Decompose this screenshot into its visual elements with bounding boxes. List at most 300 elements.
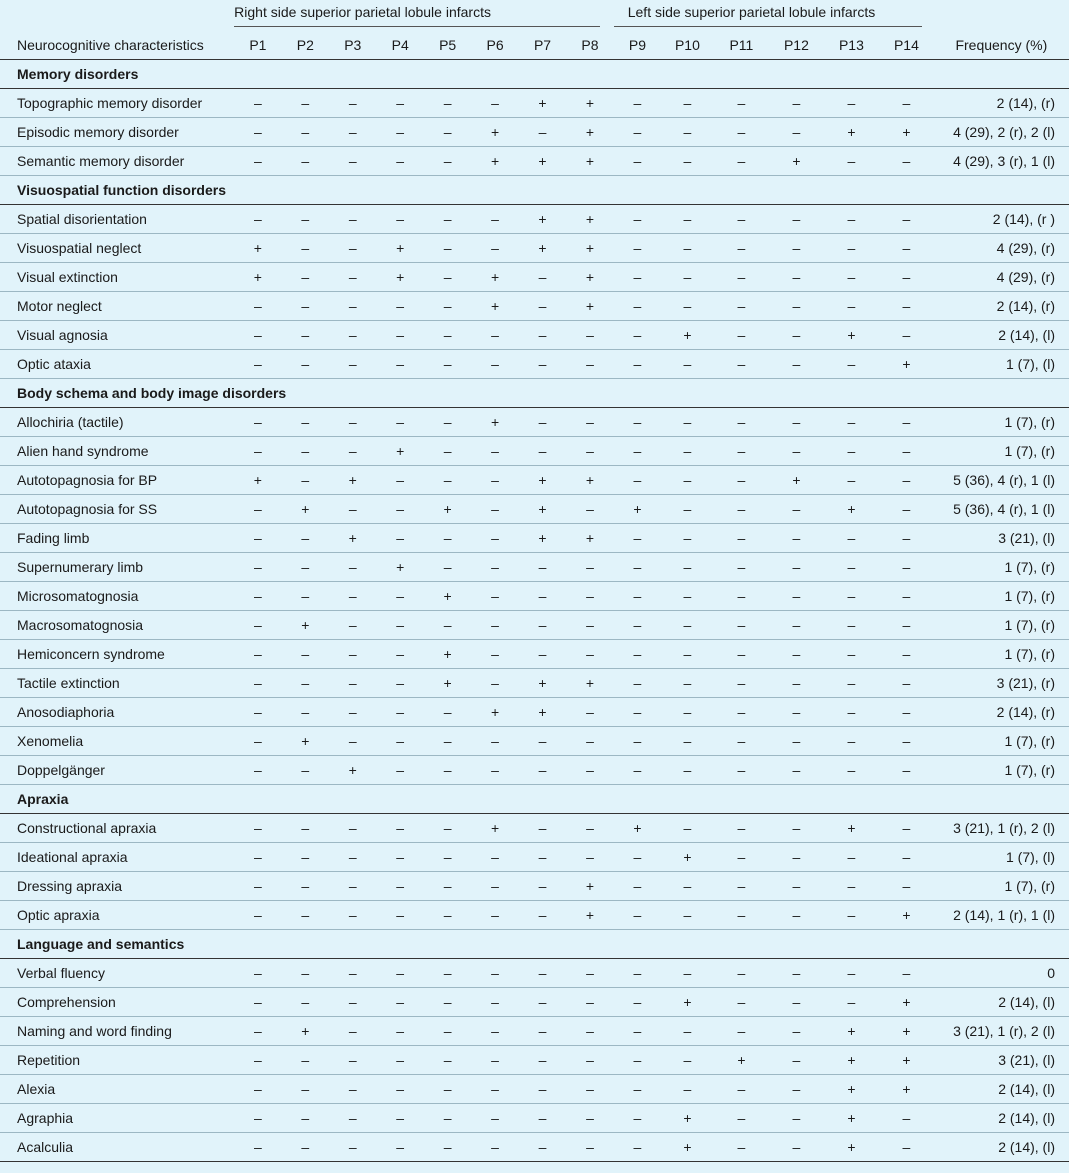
- table-row: [0, 118, 1069, 147]
- mark-cell-p11: –: [714, 118, 770, 147]
- column-header-p6: P6: [471, 30, 518, 60]
- mark-cell-p1: –: [234, 669, 281, 698]
- mark-cell-p13: –: [824, 524, 880, 553]
- mark-cell-p3: –: [329, 234, 376, 263]
- mark-cell-p4: –: [376, 466, 423, 495]
- mark-cell-p4: –: [376, 408, 423, 437]
- mark-cell-p2: +: [282, 611, 329, 640]
- mark-cell-p6: –: [471, 640, 518, 669]
- mark-cell-p1: –: [234, 727, 281, 756]
- mark-cell-p7: –: [519, 408, 566, 437]
- mark-cell-p11: –: [714, 1104, 770, 1133]
- mark-cell-p2: –: [282, 553, 329, 582]
- mark-cell-p4: –: [376, 669, 423, 698]
- mark-cell-p9: –: [614, 901, 661, 930]
- mark-cell-p11: –: [714, 959, 770, 988]
- mark-cell-p3: –: [329, 640, 376, 669]
- row-label: Dressing apraxia: [0, 872, 234, 901]
- mark-cell-p4: –: [376, 350, 423, 379]
- mark-cell-p2: –: [282, 408, 329, 437]
- section-title: Visuospatial function disorders: [0, 176, 1069, 205]
- mark-cell-p14: +: [879, 901, 934, 930]
- mark-cell-p10: +: [661, 1104, 713, 1133]
- mark-cell-p14: –: [879, 1133, 934, 1162]
- frequency-cell: 2 (14), (r ): [934, 205, 1069, 234]
- column-header-p14: P14: [879, 30, 934, 60]
- mark-cell-p10: –: [661, 698, 713, 727]
- mark-cell-p11: –: [714, 408, 770, 437]
- frequency-cell: 1 (7), (r): [934, 756, 1069, 785]
- mark-cell-p14: –: [879, 524, 934, 553]
- mark-cell-p6: –: [471, 959, 518, 988]
- mark-cell-p13: –: [824, 437, 880, 466]
- mark-cell-p14: –: [879, 408, 934, 437]
- row-label: Topographic memory disorder: [0, 89, 234, 118]
- mark-cell-p4: –: [376, 321, 423, 350]
- mark-cell-p1: –: [234, 1075, 281, 1104]
- table-row: [0, 959, 1069, 988]
- mark-cell-p13: –: [824, 843, 880, 872]
- mark-cell-p14: –: [879, 756, 934, 785]
- mark-cell-p6: –: [471, 524, 518, 553]
- mark-cell-p8: –: [566, 1104, 614, 1133]
- mark-cell-p3: –: [329, 901, 376, 930]
- table-row: [0, 263, 1069, 292]
- mark-cell-p3: –: [329, 727, 376, 756]
- mark-cell-p9: –: [614, 205, 661, 234]
- mark-cell-p12: –: [769, 205, 824, 234]
- table-row: [0, 234, 1069, 263]
- table-row: [0, 901, 1069, 930]
- mark-cell-p14: –: [879, 872, 934, 901]
- mark-cell-p2: –: [282, 988, 329, 1017]
- mark-cell-p3: –: [329, 147, 376, 176]
- table-row: [0, 843, 1069, 872]
- table-row: [0, 466, 1069, 495]
- mark-cell-p3: –: [329, 1104, 376, 1133]
- mark-cell-p9: –: [614, 611, 661, 640]
- mark-cell-p13: +: [824, 1075, 880, 1104]
- mark-cell-p8: –: [566, 698, 614, 727]
- mark-cell-p8: –: [566, 959, 614, 988]
- mark-cell-p1: –: [234, 901, 281, 930]
- mark-cell-p2: –: [282, 1133, 329, 1162]
- column-header-p13: P13: [824, 30, 880, 60]
- table-row: [0, 640, 1069, 669]
- left-group-label: Left side superior parietal lobule infarcts: [614, 4, 922, 27]
- mark-cell-p7: –: [519, 263, 566, 292]
- mark-cell-p4: –: [376, 872, 423, 901]
- row-label: Verbal fluency: [0, 959, 234, 988]
- frequency-cell: 2 (14), (l): [934, 321, 1069, 350]
- mark-cell-p14: –: [879, 959, 934, 988]
- mark-cell-p9: –: [614, 466, 661, 495]
- mark-cell-p2: –: [282, 118, 329, 147]
- mark-cell-p4: +: [376, 553, 423, 582]
- mark-cell-p13: –: [824, 408, 880, 437]
- mark-cell-p13: –: [824, 553, 880, 582]
- mark-cell-p5: –: [424, 466, 471, 495]
- mark-cell-p6: +: [471, 814, 518, 843]
- mark-cell-p11: –: [714, 1133, 770, 1162]
- mark-cell-p8: +: [566, 524, 614, 553]
- mark-cell-p11: –: [714, 147, 770, 176]
- mark-cell-p1: –: [234, 1046, 281, 1075]
- mark-cell-p14: –: [879, 89, 934, 118]
- mark-cell-p3: +: [329, 756, 376, 785]
- mark-cell-p7: –: [519, 901, 566, 930]
- mark-cell-p10: –: [661, 669, 713, 698]
- mark-cell-p8: –: [566, 1133, 614, 1162]
- mark-cell-p9: –: [614, 1133, 661, 1162]
- mark-cell-p7: –: [519, 1017, 566, 1046]
- mark-cell-p14: –: [879, 321, 934, 350]
- mark-cell-p9: –: [614, 524, 661, 553]
- mark-cell-p2: –: [282, 234, 329, 263]
- mark-cell-p2: –: [282, 959, 329, 988]
- mark-cell-p3: –: [329, 669, 376, 698]
- mark-cell-p8: +: [566, 118, 614, 147]
- table-row: [0, 756, 1069, 785]
- mark-cell-p4: –: [376, 1075, 423, 1104]
- mark-cell-p3: –: [329, 292, 376, 321]
- mark-cell-p13: –: [824, 669, 880, 698]
- frequency-cell: 1 (7), (r): [934, 872, 1069, 901]
- section-header: [0, 785, 1069, 814]
- mark-cell-p1: +: [234, 234, 281, 263]
- table-header: [0, 0, 1069, 60]
- mark-cell-p10: –: [661, 1075, 713, 1104]
- mark-cell-p2: –: [282, 524, 329, 553]
- mark-cell-p2: –: [282, 350, 329, 379]
- frequency-cell: 2 (14), (l): [934, 1133, 1069, 1162]
- mark-cell-p4: +: [376, 234, 423, 263]
- mark-cell-p14: –: [879, 292, 934, 321]
- mark-cell-p14: –: [879, 843, 934, 872]
- mark-cell-p7: +: [519, 669, 566, 698]
- mark-cell-p12: –: [769, 1046, 824, 1075]
- table-row: [0, 350, 1069, 379]
- mark-cell-p1: –: [234, 756, 281, 785]
- mark-cell-p9: –: [614, 669, 661, 698]
- frequency-cell: 2 (14), (r): [934, 89, 1069, 118]
- mark-cell-p6: –: [471, 205, 518, 234]
- mark-cell-p6: +: [471, 118, 518, 147]
- mark-cell-p7: –: [519, 582, 566, 611]
- mark-cell-p6: –: [471, 321, 518, 350]
- table-row: [0, 988, 1069, 1017]
- mark-cell-p7: +: [519, 698, 566, 727]
- mark-cell-p9: –: [614, 1046, 661, 1075]
- mark-cell-p4: –: [376, 727, 423, 756]
- mark-cell-p3: –: [329, 321, 376, 350]
- mark-cell-p1: –: [234, 872, 281, 901]
- mark-cell-p12: –: [769, 872, 824, 901]
- row-label: Spatial disorientation: [0, 205, 234, 234]
- mark-cell-p12: –: [769, 669, 824, 698]
- mark-cell-p12: –: [769, 727, 824, 756]
- frequency-cell: 3 (21), 1 (r), 2 (l): [934, 814, 1069, 843]
- mark-cell-p13: –: [824, 901, 880, 930]
- mark-cell-p5: –: [424, 321, 471, 350]
- mark-cell-p4: –: [376, 640, 423, 669]
- section-title: Body schema and body image disorders: [0, 379, 1069, 408]
- mark-cell-p9: –: [614, 988, 661, 1017]
- mark-cell-p3: –: [329, 205, 376, 234]
- mark-cell-p7: –: [519, 118, 566, 147]
- mark-cell-p8: –: [566, 988, 614, 1017]
- mark-cell-p10: +: [661, 843, 713, 872]
- mark-cell-p6: –: [471, 495, 518, 524]
- mark-cell-p6: +: [471, 408, 518, 437]
- table-body: [0, 60, 1069, 1162]
- mark-cell-p2: –: [282, 147, 329, 176]
- mark-cell-p14: –: [879, 205, 934, 234]
- mark-cell-p5: +: [424, 495, 471, 524]
- table-row: [0, 1104, 1069, 1133]
- column-header-name: Neurocognitive characteristics: [0, 30, 234, 60]
- mark-cell-p3: –: [329, 1075, 376, 1104]
- mark-cell-p7: +: [519, 524, 566, 553]
- mark-cell-p5: –: [424, 756, 471, 785]
- mark-cell-p7: –: [519, 350, 566, 379]
- mark-cell-p5: –: [424, 205, 471, 234]
- table-row: [0, 1017, 1069, 1046]
- row-label: Visuospatial neglect: [0, 234, 234, 263]
- mark-cell-p7: –: [519, 959, 566, 988]
- mark-cell-p3: –: [329, 814, 376, 843]
- mark-cell-p12: –: [769, 843, 824, 872]
- mark-cell-p7: –: [519, 843, 566, 872]
- mark-cell-p8: +: [566, 147, 614, 176]
- mark-cell-p8: –: [566, 1046, 614, 1075]
- section-title: Apraxia: [0, 785, 1069, 814]
- mark-cell-p10: –: [661, 611, 713, 640]
- mark-cell-p8: –: [566, 437, 614, 466]
- mark-cell-p14: –: [879, 698, 934, 727]
- column-header-p7: P7: [519, 30, 566, 60]
- mark-cell-p7: –: [519, 988, 566, 1017]
- mark-cell-p10: –: [661, 292, 713, 321]
- mark-cell-p14: +: [879, 1075, 934, 1104]
- frequency-cell: 5 (36), 4 (r), 1 (l): [934, 495, 1069, 524]
- mark-cell-p5: –: [424, 147, 471, 176]
- row-label: Episodic memory disorder: [0, 118, 234, 147]
- mark-cell-p10: –: [661, 1046, 713, 1075]
- mark-cell-p2: –: [282, 756, 329, 785]
- mark-cell-p6: –: [471, 872, 518, 901]
- mark-cell-p9: –: [614, 756, 661, 785]
- column-header-p12: P12: [769, 30, 824, 60]
- mark-cell-p14: –: [879, 727, 934, 756]
- mark-cell-p5: +: [424, 640, 471, 669]
- mark-cell-p11: –: [714, 350, 770, 379]
- mark-cell-p11: –: [714, 843, 770, 872]
- mark-cell-p2: –: [282, 321, 329, 350]
- mark-cell-p9: –: [614, 872, 661, 901]
- mark-cell-p5: –: [424, 611, 471, 640]
- mark-cell-p4: –: [376, 147, 423, 176]
- mark-cell-p12: –: [769, 988, 824, 1017]
- mark-cell-p14: –: [879, 234, 934, 263]
- mark-cell-p9: –: [614, 843, 661, 872]
- mark-cell-p10: –: [661, 437, 713, 466]
- mark-cell-p12: –: [769, 437, 824, 466]
- mark-cell-p6: –: [471, 437, 518, 466]
- mark-cell-p11: –: [714, 901, 770, 930]
- frequency-cell: 1 (7), (l): [934, 843, 1069, 872]
- mark-cell-p6: –: [471, 1017, 518, 1046]
- mark-cell-p11: –: [714, 466, 770, 495]
- section-header: [0, 930, 1069, 959]
- mark-cell-p12: –: [769, 292, 824, 321]
- mark-cell-p13: +: [824, 321, 880, 350]
- frequency-cell: 4 (29), 2 (r), 2 (l): [934, 118, 1069, 147]
- mark-cell-p7: –: [519, 1075, 566, 1104]
- mark-cell-p7: +: [519, 234, 566, 263]
- mark-cell-p5: –: [424, 988, 471, 1017]
- mark-cell-p6: –: [471, 727, 518, 756]
- mark-cell-p10: –: [661, 495, 713, 524]
- mark-cell-p5: –: [424, 437, 471, 466]
- mark-cell-p10: –: [661, 901, 713, 930]
- row-label: Motor neglect: [0, 292, 234, 321]
- mark-cell-p12: –: [769, 263, 824, 292]
- mark-cell-p12: –: [769, 698, 824, 727]
- mark-cell-p8: –: [566, 1017, 614, 1046]
- frequency-cell: 5 (36), 4 (r), 1 (l): [934, 466, 1069, 495]
- mark-cell-p13: +: [824, 1104, 880, 1133]
- mark-cell-p1: –: [234, 959, 281, 988]
- mark-cell-p12: –: [769, 582, 824, 611]
- mark-cell-p6: –: [471, 582, 518, 611]
- mark-cell-p6: +: [471, 292, 518, 321]
- frequency-cell: 4 (29), (r): [934, 234, 1069, 263]
- mark-cell-p6: –: [471, 89, 518, 118]
- table-row: [0, 1133, 1069, 1162]
- mark-cell-p14: –: [879, 582, 934, 611]
- mark-cell-p9: –: [614, 1017, 661, 1046]
- mark-cell-p7: +: [519, 466, 566, 495]
- mark-cell-p13: +: [824, 1017, 880, 1046]
- column-header-p1: P1: [234, 30, 281, 60]
- column-header-p4: P4: [376, 30, 423, 60]
- mark-cell-p4: –: [376, 988, 423, 1017]
- mark-cell-p2: –: [282, 843, 329, 872]
- mark-cell-p7: –: [519, 640, 566, 669]
- row-label: Supernumerary limb: [0, 553, 234, 582]
- mark-cell-p7: –: [519, 727, 566, 756]
- section-header: [0, 379, 1069, 408]
- mark-cell-p2: –: [282, 872, 329, 901]
- mark-cell-p8: +: [566, 901, 614, 930]
- table-row: [0, 1046, 1069, 1075]
- mark-cell-p11: –: [714, 582, 770, 611]
- mark-cell-p7: –: [519, 553, 566, 582]
- mark-cell-p4: –: [376, 756, 423, 785]
- mark-cell-p10: –: [661, 872, 713, 901]
- frequency-cell: 0: [934, 959, 1069, 988]
- mark-cell-p4: –: [376, 843, 423, 872]
- mark-cell-p6: –: [471, 901, 518, 930]
- mark-cell-p8: –: [566, 553, 614, 582]
- section-header: [0, 176, 1069, 205]
- mark-cell-p4: –: [376, 118, 423, 147]
- mark-cell-p6: –: [471, 756, 518, 785]
- frequency-cell: 2 (14), (l): [934, 1104, 1069, 1133]
- mark-cell-p10: –: [661, 408, 713, 437]
- row-label: Visual agnosia: [0, 321, 234, 350]
- mark-cell-p6: +: [471, 698, 518, 727]
- mark-cell-p10: –: [661, 466, 713, 495]
- mark-cell-p3: –: [329, 89, 376, 118]
- mark-cell-p5: –: [424, 524, 471, 553]
- mark-cell-p3: –: [329, 872, 376, 901]
- mark-cell-p8: +: [566, 205, 614, 234]
- mark-cell-p5: –: [424, 1104, 471, 1133]
- mark-cell-p8: –: [566, 640, 614, 669]
- mark-cell-p13: –: [824, 292, 880, 321]
- mark-cell-p5: –: [424, 814, 471, 843]
- mark-cell-p3: –: [329, 118, 376, 147]
- mark-cell-p8: +: [566, 669, 614, 698]
- mark-cell-p2: –: [282, 582, 329, 611]
- mark-cell-p7: +: [519, 495, 566, 524]
- mark-cell-p10: –: [661, 727, 713, 756]
- mark-cell-p6: –: [471, 611, 518, 640]
- table-row: [0, 698, 1069, 727]
- mark-cell-p7: –: [519, 292, 566, 321]
- mark-cell-p5: –: [424, 350, 471, 379]
- mark-cell-p2: –: [282, 263, 329, 292]
- mark-cell-p12: –: [769, 640, 824, 669]
- row-label: Xenomelia: [0, 727, 234, 756]
- mark-cell-p5: +: [424, 582, 471, 611]
- row-label: Comprehension: [0, 988, 234, 1017]
- mark-cell-p2: –: [282, 814, 329, 843]
- mark-cell-p10: –: [661, 89, 713, 118]
- mark-cell-p6: –: [471, 669, 518, 698]
- mark-cell-p11: –: [714, 872, 770, 901]
- row-label: Autotopagnosia for BP: [0, 466, 234, 495]
- mark-cell-p11: –: [714, 756, 770, 785]
- mark-cell-p2: –: [282, 1104, 329, 1133]
- mark-cell-p3: –: [329, 408, 376, 437]
- mark-cell-p10: –: [661, 147, 713, 176]
- mark-cell-p3: –: [329, 437, 376, 466]
- table-row: [0, 611, 1069, 640]
- mark-cell-p1: –: [234, 582, 281, 611]
- column-header-p2: P2: [282, 30, 329, 60]
- mark-cell-p1: +: [234, 466, 281, 495]
- frequency-cell: 1 (7), (r): [934, 611, 1069, 640]
- column-header-p11: P11: [714, 30, 770, 60]
- mark-cell-p2: –: [282, 1075, 329, 1104]
- mark-cell-p14: +: [879, 1046, 934, 1075]
- mark-cell-p10: –: [661, 263, 713, 292]
- mark-cell-p12: –: [769, 350, 824, 379]
- mark-cell-p14: –: [879, 669, 934, 698]
- table-row: [0, 437, 1069, 466]
- frequency-cell: 1 (7), (r): [934, 727, 1069, 756]
- mark-cell-p13: –: [824, 466, 880, 495]
- mark-cell-p14: –: [879, 495, 934, 524]
- mark-cell-p1: –: [234, 321, 281, 350]
- mark-cell-p1: –: [234, 843, 281, 872]
- frequency-cell: 3 (21), (l): [934, 1046, 1069, 1075]
- frequency-cell: 2 (14), 1 (r), 1 (l): [934, 901, 1069, 930]
- mark-cell-p1: –: [234, 988, 281, 1017]
